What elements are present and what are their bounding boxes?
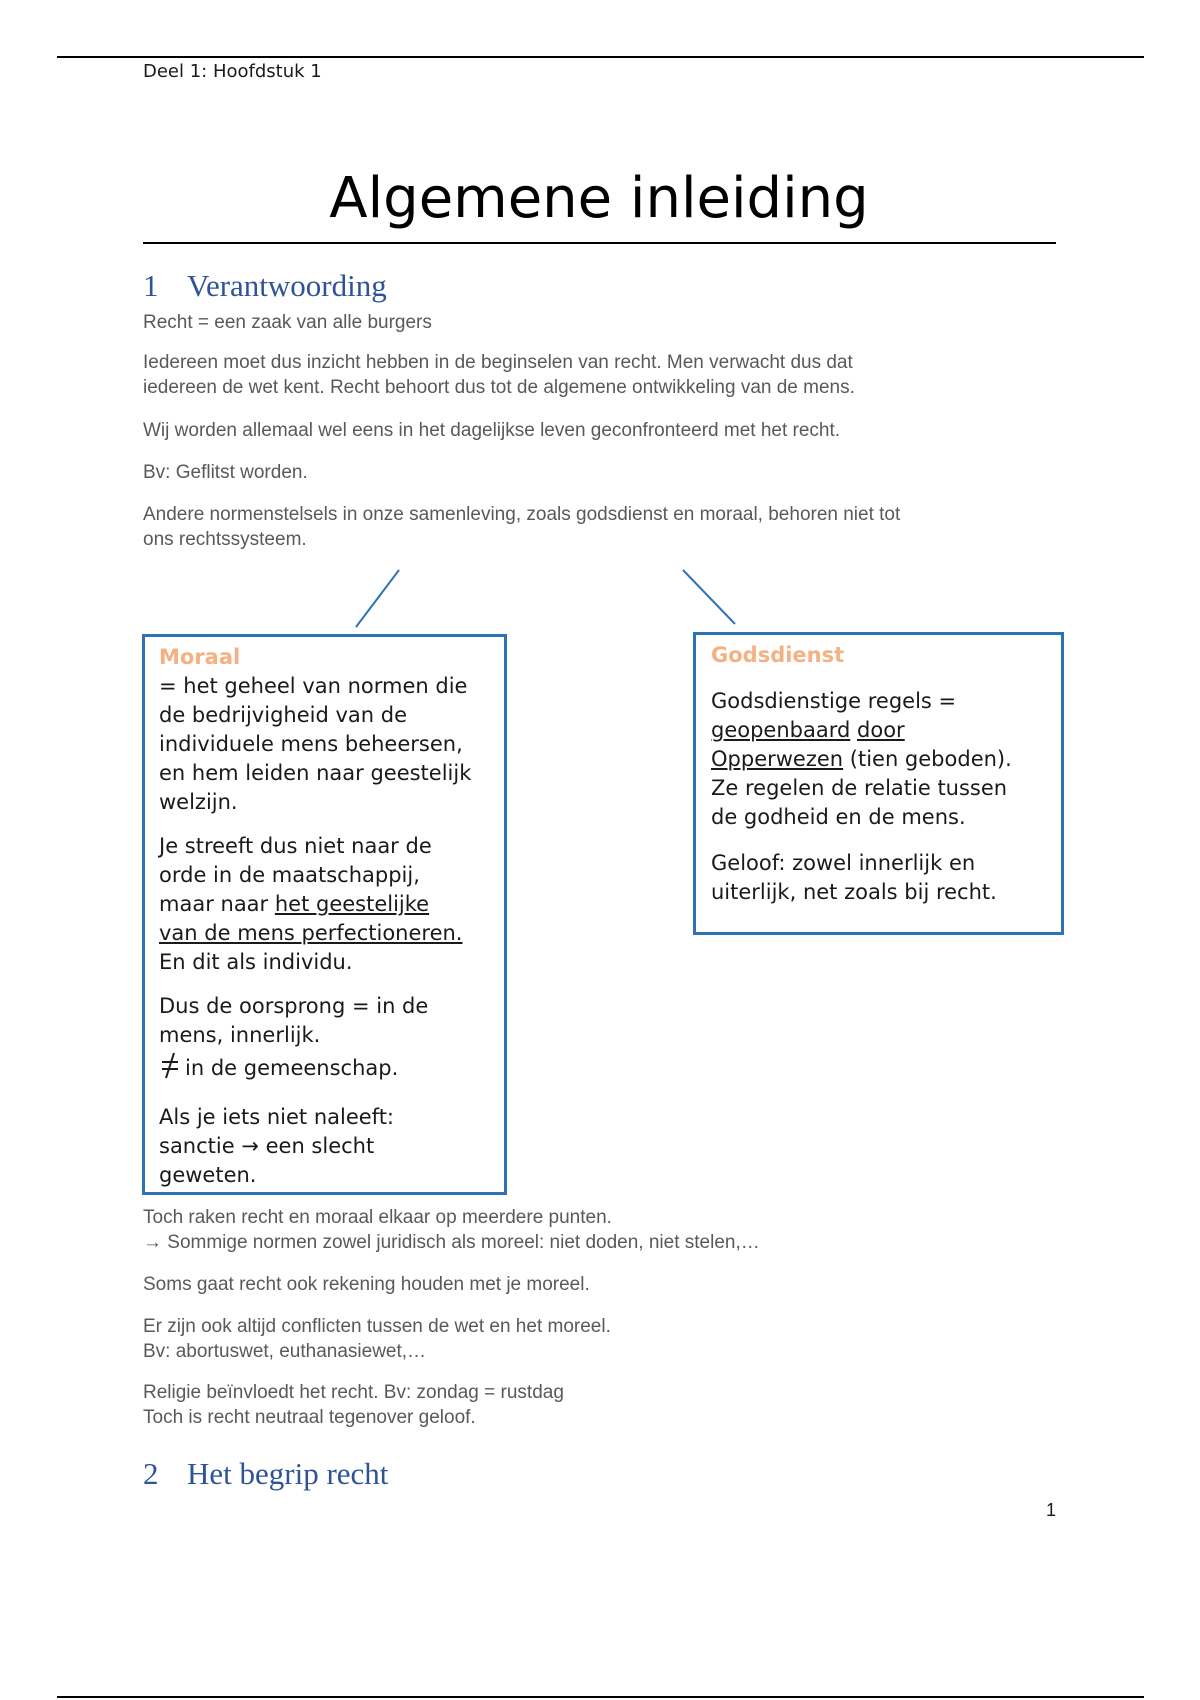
moraal-box-title: Moraal xyxy=(159,645,241,669)
box-line: = het geheel van normen die xyxy=(159,674,468,698)
box-line: en hem leiden naar geestelijk xyxy=(159,761,472,785)
paragraph-line: Bv: abortuswet, euthanasiewet,… xyxy=(143,1341,427,1362)
page-number: 1 xyxy=(1046,1500,1057,1520)
box-line: geweten. xyxy=(159,1163,257,1187)
paragraph-line: iedereen de wet kent. Recht behoort dus tot de algemene ontwikkeling van de mens. xyxy=(143,377,855,398)
paragraph: Wij worden allemaal wel eens in het dagelijkse leven geconfronteerd met het recht. xyxy=(143,420,841,441)
paragraph: Recht = een zaak van alle burgers xyxy=(143,312,432,333)
box-line: Dus de oorsprong = in de xyxy=(159,994,429,1018)
box-text: (tien geboden). xyxy=(843,747,1012,771)
box-line: de bedrijvigheid van de xyxy=(159,703,408,727)
box-line: Ze regelen de relatie tussen xyxy=(711,776,1008,800)
box-text: in de gemeenschap. xyxy=(185,1056,399,1080)
box-line: Je streeft dus niet naar de xyxy=(159,834,432,858)
paragraph: Bv: Geflitst worden. xyxy=(143,462,308,483)
paragraph-line: Iedereen moet dus inzicht hebben in de beginselen van recht. Men verwacht dus dat xyxy=(143,352,853,373)
underlined-line: van de mens perfectioneren. xyxy=(159,921,463,945)
godsdienst-box xyxy=(693,632,1064,935)
paragraph-line: Toch raken recht en moraal elkaar op meerdere punten. xyxy=(143,1207,612,1228)
underlined-text: het geestelijke xyxy=(274,892,430,916)
box-line xyxy=(711,716,1049,745)
paragraph-line: Andere normenstelsels in onze samenleving, zoals godsdienst en moraal, behoren niet tot xyxy=(143,504,901,525)
box-line: de godheid en de mens. xyxy=(711,805,966,829)
underlined-text: Opperwezen xyxy=(711,747,844,771)
box-line: orde in de maatschappij, xyxy=(159,863,420,887)
box-line: sanctie → een slecht xyxy=(159,1134,375,1158)
paragraph xyxy=(143,1205,1073,1255)
not-equal-icon xyxy=(159,1050,185,1088)
box-line: mens, innerlijk. xyxy=(159,1023,321,1047)
box-line xyxy=(159,890,492,919)
section-1-title: Verantwoording xyxy=(187,268,387,303)
page-title: Algemene inleiding xyxy=(329,166,869,231)
box-line: Als je iets niet naleeft: xyxy=(159,1105,395,1129)
paragraph-line: Er zijn ook altijd conflicten tussen de wet en het moreel. xyxy=(143,1316,611,1337)
paragraph-line: Toch is recht neutraal tegenover geloof. xyxy=(143,1407,476,1428)
paragraph xyxy=(143,1314,1073,1364)
paragraph: Soms gaat recht ook rekening houden met je moreel. xyxy=(143,1274,590,1295)
section-1-number: 1 xyxy=(143,268,159,303)
connector-lines xyxy=(0,0,1200,700)
paragraph xyxy=(143,1380,1073,1430)
underlined-text: door xyxy=(857,718,905,742)
underlined-text: geopenbaard xyxy=(711,718,851,742)
footer-rule xyxy=(57,1696,1144,1698)
paragraph-line: ons rechtssysteem. xyxy=(143,529,307,550)
box-line xyxy=(159,1050,492,1088)
connector-line-godsdienst xyxy=(683,570,735,624)
section-2-number: 2 xyxy=(143,1456,159,1491)
box-text: maar naar xyxy=(159,892,275,916)
section-2-heading xyxy=(143,1456,388,1492)
box-line: individuele mens beheersen, xyxy=(159,732,463,756)
paragraph-line: Religie beïnvloedt het recht. Bv: zondag = rustdag xyxy=(143,1382,564,1403)
section-2-title: Het begrip recht xyxy=(187,1456,389,1491)
box-line: welzijn. xyxy=(159,790,238,814)
box-line: Geloof: zowel innerlijk en xyxy=(711,851,976,875)
box-line: uiterlijk, net zoals bij recht. xyxy=(711,880,997,904)
box-line: Godsdienstige regels = xyxy=(711,689,957,713)
moraal-box xyxy=(142,634,507,1195)
connector-line-moraal xyxy=(356,570,399,627)
box-line xyxy=(711,745,1049,774)
running-header: Deel 1: Hoofdstuk 1 xyxy=(143,61,322,82)
paragraph-line: → Sommige normen zowel juridisch als moreel: niet doden, niet stelen,… xyxy=(143,1232,760,1253)
godsdienst-box-title: Godsdienst xyxy=(711,643,845,667)
box-line: En dit als individu. xyxy=(159,950,353,974)
